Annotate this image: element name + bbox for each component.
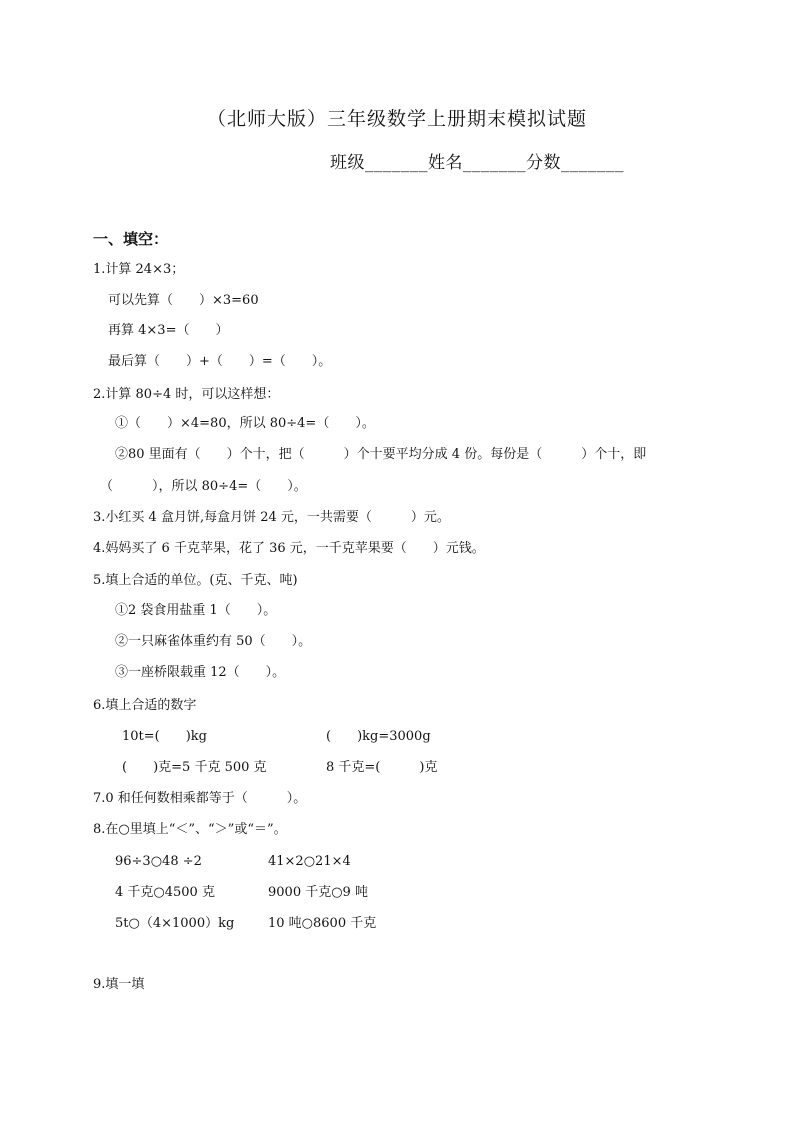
question-8-item-b2: 9000 千克○9 吨 [268, 885, 368, 900]
question-2-line-1: ①（ ）×4=80，所以 80÷4=（ ）。 [115, 416, 375, 431]
question-7-stem: 7.0 和任何数相乘都等于（ ）。 [93, 791, 307, 806]
question-6-item-b1: ( )克=5 千克 500 克 [122, 760, 267, 775]
question-2-stem: 2.计算 80÷4 时，可以这样想： [93, 387, 280, 402]
question-1-line-1: 可以先算（ ）×3=60 [108, 293, 259, 308]
question-8-item-a2: 41×2○21×4 [268, 854, 351, 869]
question-2-line-3: （ ），所以 80÷4=（ ）。 [100, 479, 307, 494]
question-6-stem: 6.填上合适的数字 [93, 698, 197, 713]
question-3-stem: 3.小红买 4 盒月饼,每盒月饼 24 元，一共需要（ ）元。 [93, 510, 450, 525]
question-2-line-2: ②80 里面有（ ）个十，把（ ）个十要平均分成 4 份。每份是（ ）个十，即 [115, 447, 647, 462]
question-4-stem: 4.妈妈买了 6 千克苹果，花了 36 元，一千克苹果要（ ）元钱。 [93, 541, 485, 556]
question-5-line-1: ①2 袋食用盐重 1（ ）。 [115, 603, 277, 618]
question-6-item-a1: 10t=( )kg [122, 729, 208, 744]
section-heading-fill-in: 一、填空： [93, 230, 169, 248]
question-1-stem: 1.计算 24×3； [93, 262, 185, 277]
question-8-item-b1: 4 千克○4500 克 [115, 885, 215, 900]
question-5-line-3: ③一座桥限载重 12（ ）。 [115, 665, 286, 680]
question-6-item-a2: ( )kg=3000g [326, 729, 431, 744]
question-5-line-2: ②一只麻雀体重约有 50（ ）。 [115, 634, 312, 649]
question-8-item-c2: 10 吨○8600 千克 [268, 916, 377, 931]
question-8-item-c1: 5t○（4×1000）kg [115, 916, 235, 931]
question-6-item-b2: 8 千克=( )克 [326, 760, 438, 775]
question-8-stem: 8.在○里填上“＜”、“＞”或“＝”。 [93, 822, 287, 837]
page-title: （北师大版）三年级数学上册期末模拟试题 [206, 108, 587, 130]
question-1-line-3: 最后算（ ）+（ ）=（ ）。 [108, 354, 332, 369]
question-5-stem: 5.填上合适的单位。(克、千克、吨) [93, 573, 298, 588]
question-1-line-2: 再算 4×3=（ ） [108, 323, 229, 338]
student-info-line: 班级_______姓名_______分数_______ [330, 153, 624, 173]
question-8-item-a1: 96÷3○48 ÷2 [115, 854, 202, 869]
question-9-stem: 9.填一填 [93, 977, 145, 992]
